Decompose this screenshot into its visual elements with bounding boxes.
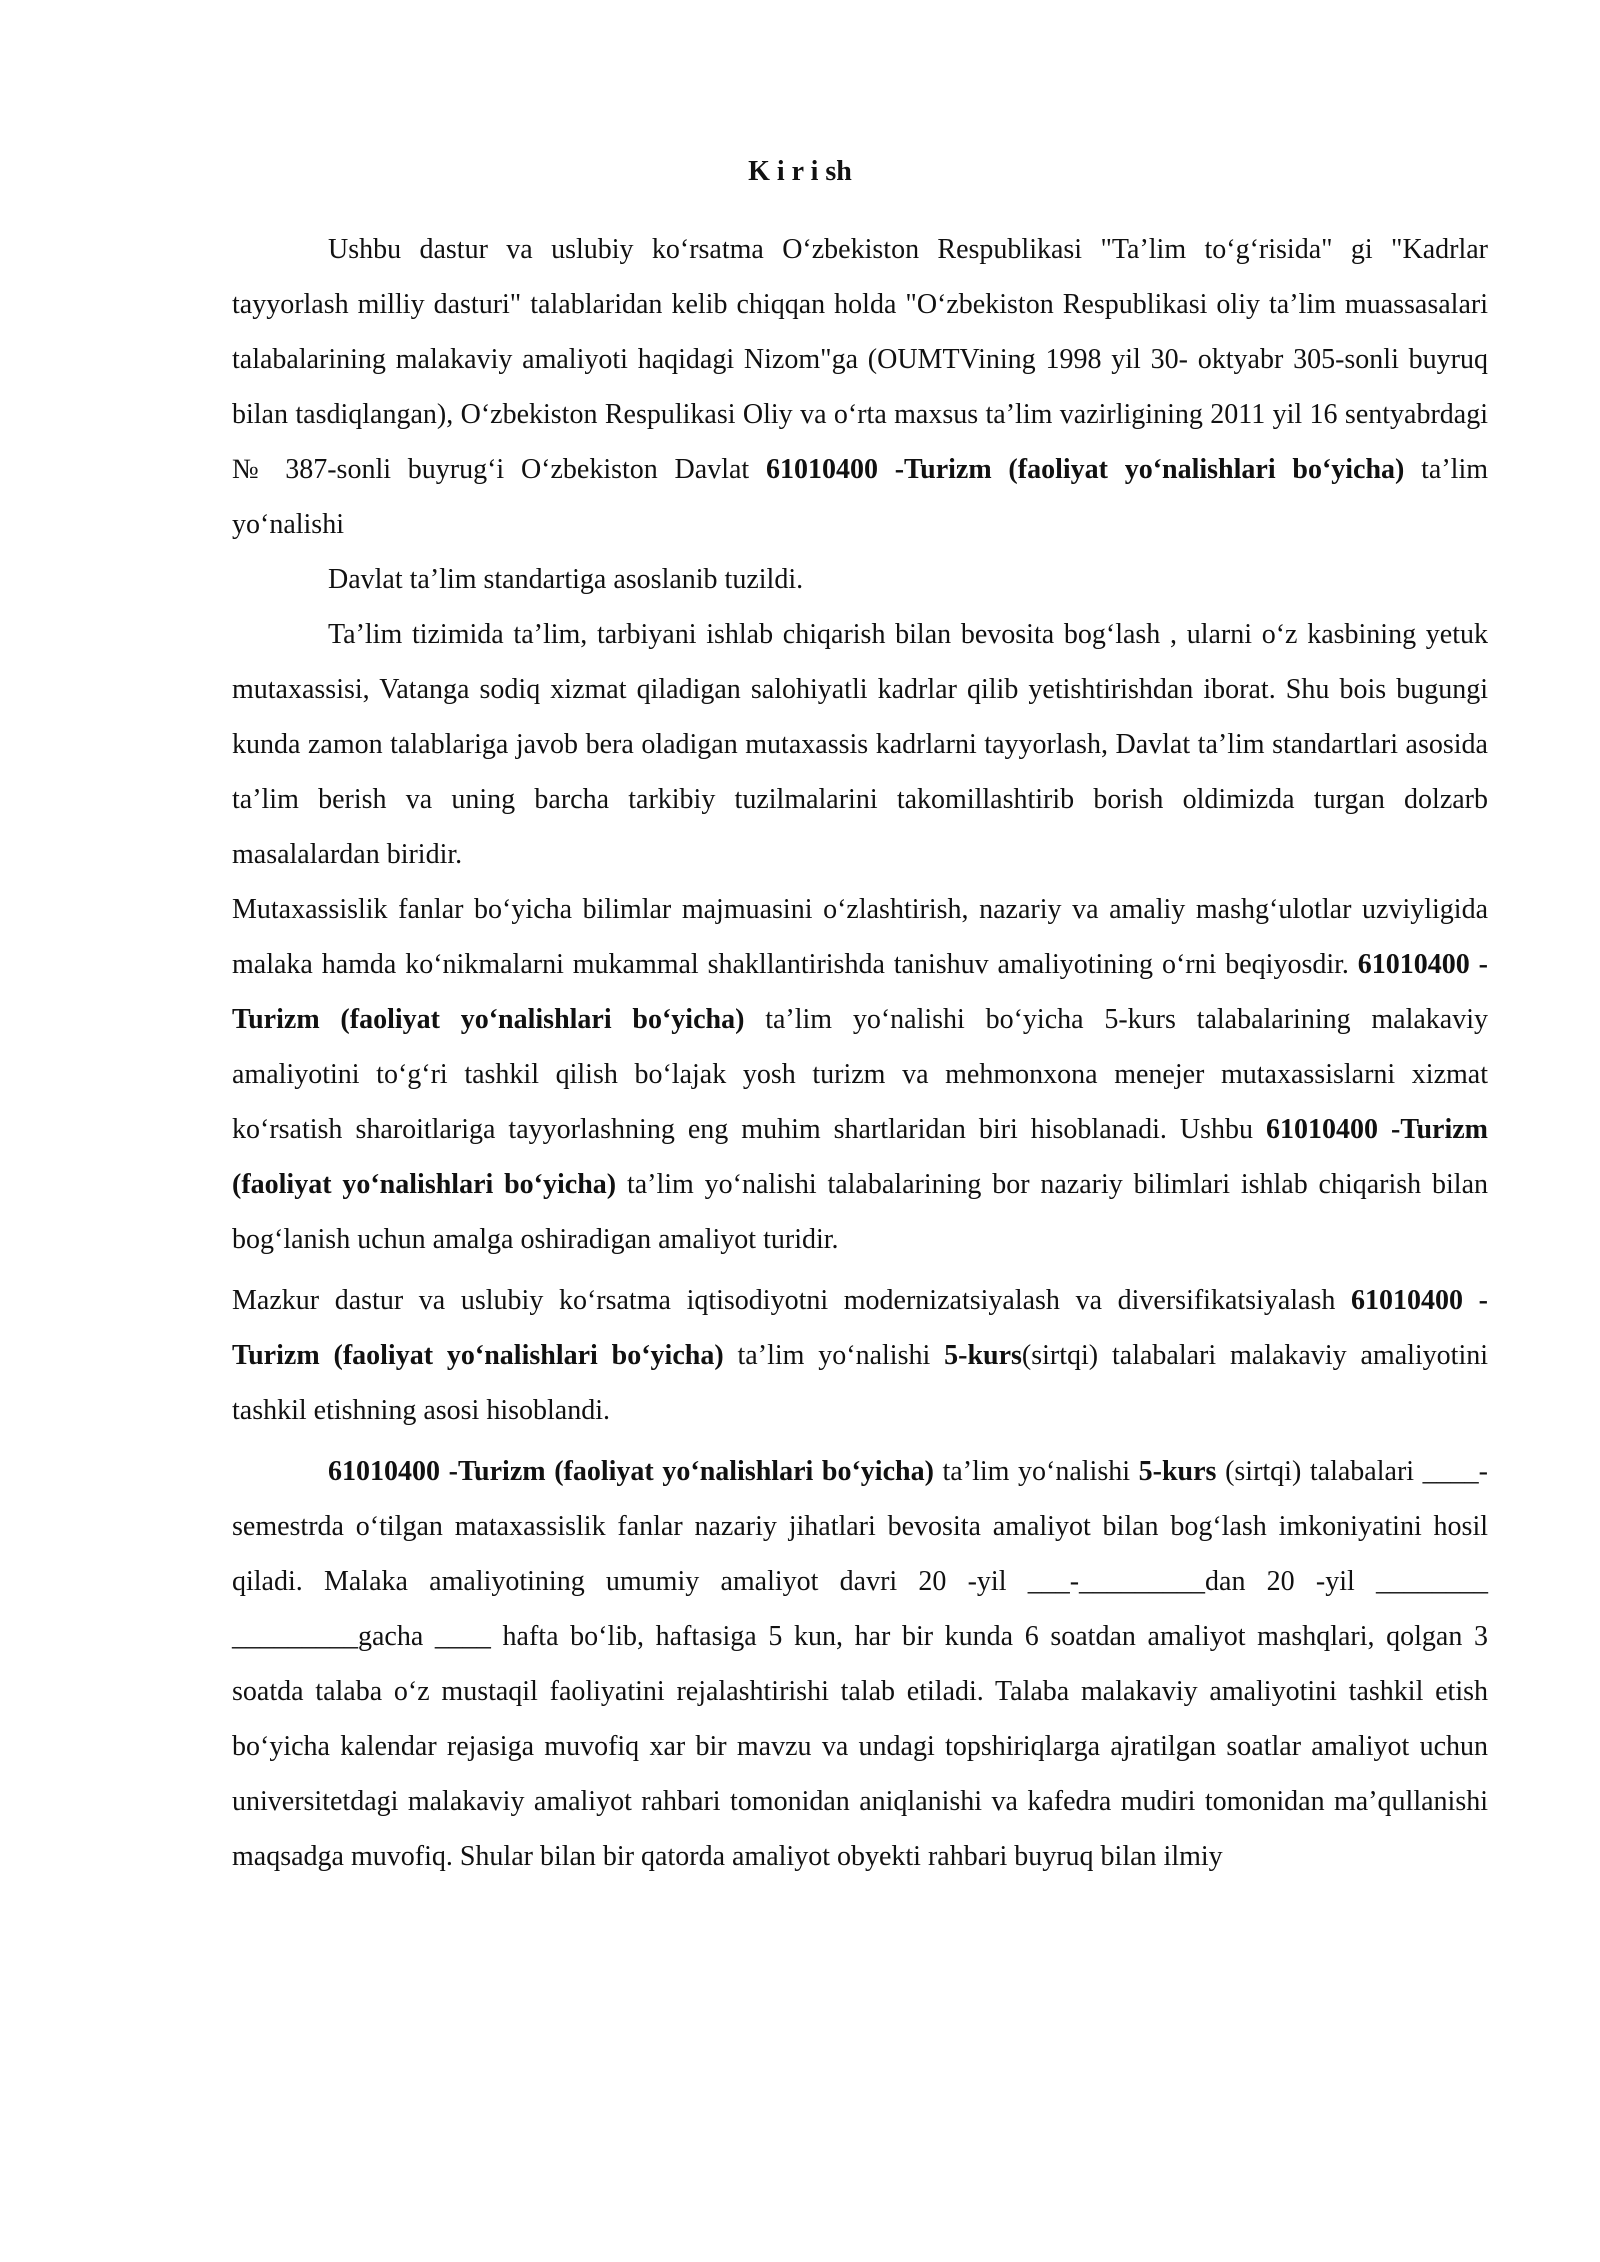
paragraph-education-system xyxy=(232,607,1488,882)
course-bold: 5-kurs xyxy=(944,1340,1022,1371)
paragraph-specialty xyxy=(232,882,1488,1267)
page-title: K i r i sh xyxy=(748,156,852,187)
paragraph-text: (sirtqi) talabalari malakaviy amaliyotini tashkil etishning asosi hisoblandi. xyxy=(232,1340,1489,1426)
paragraph-text: Mazkur dastur va uslubiy ko‘rsatma iqtisodiyotni modernizatsiyalash va diversifikatsiyalash xyxy=(232,1285,1352,1316)
paragraph-text: Ushbu dastur va uslubiy ko‘rsatma O‘zbekiston Respublikasi "Ta’lim to‘g‘risida" gi "Kadrlar tayyorlash milliy dasturi" talablaridan kelib chiqqan holda "O‘zbekiston Respublikasi oliy ta’lim muassasalari talabalarining malakaviy amaliyoti haqidagi Nizom"ga (OUMTVining 1998 yil 30- oktyabr 305-sonli buyruq bilan tasdiqlangan), O‘zbekiston Respulikasi Oliy va o‘rta maxsus ta’lim vazirligining 2011 yil 16 sentyabrdagi № 387-sonli buyrug‘i O‘zbekiston Davlat xyxy=(232,234,1488,485)
program-code-bold: 61010400 -Turizm (faoliyat yo‘nalishlari bo‘yicha) xyxy=(765,454,1405,485)
paragraph-text: ta’lim yo‘nalishi bo‘yicha 5-kurs talabalarining malakaviy amaliyotini to‘g‘ri tashkil qilish bo‘lajak yosh turizm va mehmonxona menejer mutaxassislarni xizmat ko‘rsatish sharoitlariga tayyorlashning eng muhim shartlaridan biri hisoblanadi. Ushbu xyxy=(232,1004,1489,1145)
program-code-bold: 61010400 -Turizm (faoliyat yo‘nalishlari bo‘yicha) xyxy=(232,949,1489,1035)
paragraph-text: Davlat ta’lim standartiga asoslanib tuzildi. xyxy=(328,564,804,595)
paragraph-text: Ta’lim tizimida ta’lim, tarbiyani ishlab chiqarish bilan bevosita bog‘lash , ularni o‘z kasbining yetuk mutaxassisi, Vatanga sodiq xizmat qiladigan salohiyatli kadrlar qilib yetishtirishdan iborat. Shu bois bugungi kunda zamon talablariga javob bera oladigan mutaxassis kadrlarni tayyorlash, Davlat ta’lim standartlari asosida ta’lim berish va uning barcha tarkibiy tuzilmalarini takomillashtirib borish oldimizda turgan dolzarb masalalardan biridir. xyxy=(232,619,1488,870)
paragraph-program-basis xyxy=(232,1273,1488,1438)
course-bold: 5-kurs xyxy=(1138,1456,1217,1487)
paragraph-text: ta’lim yo‘nalishi xyxy=(232,454,1488,540)
paragraph-practice-schedule xyxy=(232,1444,1488,1884)
paragraph-text: ta’lim yo‘nalishi xyxy=(723,1340,945,1371)
program-code-bold: 61010400 -Turizm (faoliyat yo‘nalishlari bo‘yicha) xyxy=(232,1285,1488,1371)
program-code-bold: 61010400 -Turizm (faoliyat yo‘nalishlari bo‘yicha) xyxy=(232,1114,1488,1200)
paragraph-text: ta’lim yo‘nalishi talabalarining bor nazariy bilimlari ishlab chiqarish bilan bog‘lanish uchun amalga oshiradigan amaliyot turidir. xyxy=(232,1169,1488,1255)
paragraph-standard xyxy=(232,552,1488,607)
document-body xyxy=(232,222,1488,1884)
paragraph-text: Mutaxassislik fanlar bo‘yicha bilimlar majmuasini o‘zlashtirish, nazariy va amaliy mashg‘ulotlar uzviyligida malaka hamda ko‘nikmalarni mukammal shakllantirishda tanishuv amaliyotining o‘rni beqiyosdir. xyxy=(232,894,1488,980)
paragraph-intro xyxy=(232,222,1488,552)
paragraph-text: (sirtqi) talabalari ____-semestrda o‘tilgan mataxassislik fanlar nazariy jihatlari bevosita amaliyot bilan bog‘lash imkoniyatini hosil qiladi. Malaka amaliyotining umumiy amaliyot davri 20 -yil ___-_________dan 20 -yil ________ _________gacha ____ hafta bo‘lib, haftasiga 5 kun, har bir kunda 6 soatdan amaliyot mashqlari, qolgan 3 soatda talaba o‘z mustaqil faoliyatini rejalashtirishi talab etiladi. Talaba malakaviy amaliyotini tashkil etish bo‘yicha kalendar rejasiga muvofiq xar bir mavzu va undagi topshiriqlarga ajratilgan soatlar amaliyot uchun universitetdagi malakaviy amaliyot rahbari tomonidan aniqlanishi va kafedra mudiri tomonidan ma’qullanishi maqsadga muvofiq. Shular bilan bir qatorda amaliyot obyekti rahbari buyruq bilan ilmiy xyxy=(232,1456,1488,1872)
program-code-bold: 61010400 -Turizm (faoliyat yo‘nalishlari bo‘yicha) xyxy=(328,1456,934,1487)
paragraph-text: ta’lim yo‘nalishi xyxy=(933,1456,1139,1487)
